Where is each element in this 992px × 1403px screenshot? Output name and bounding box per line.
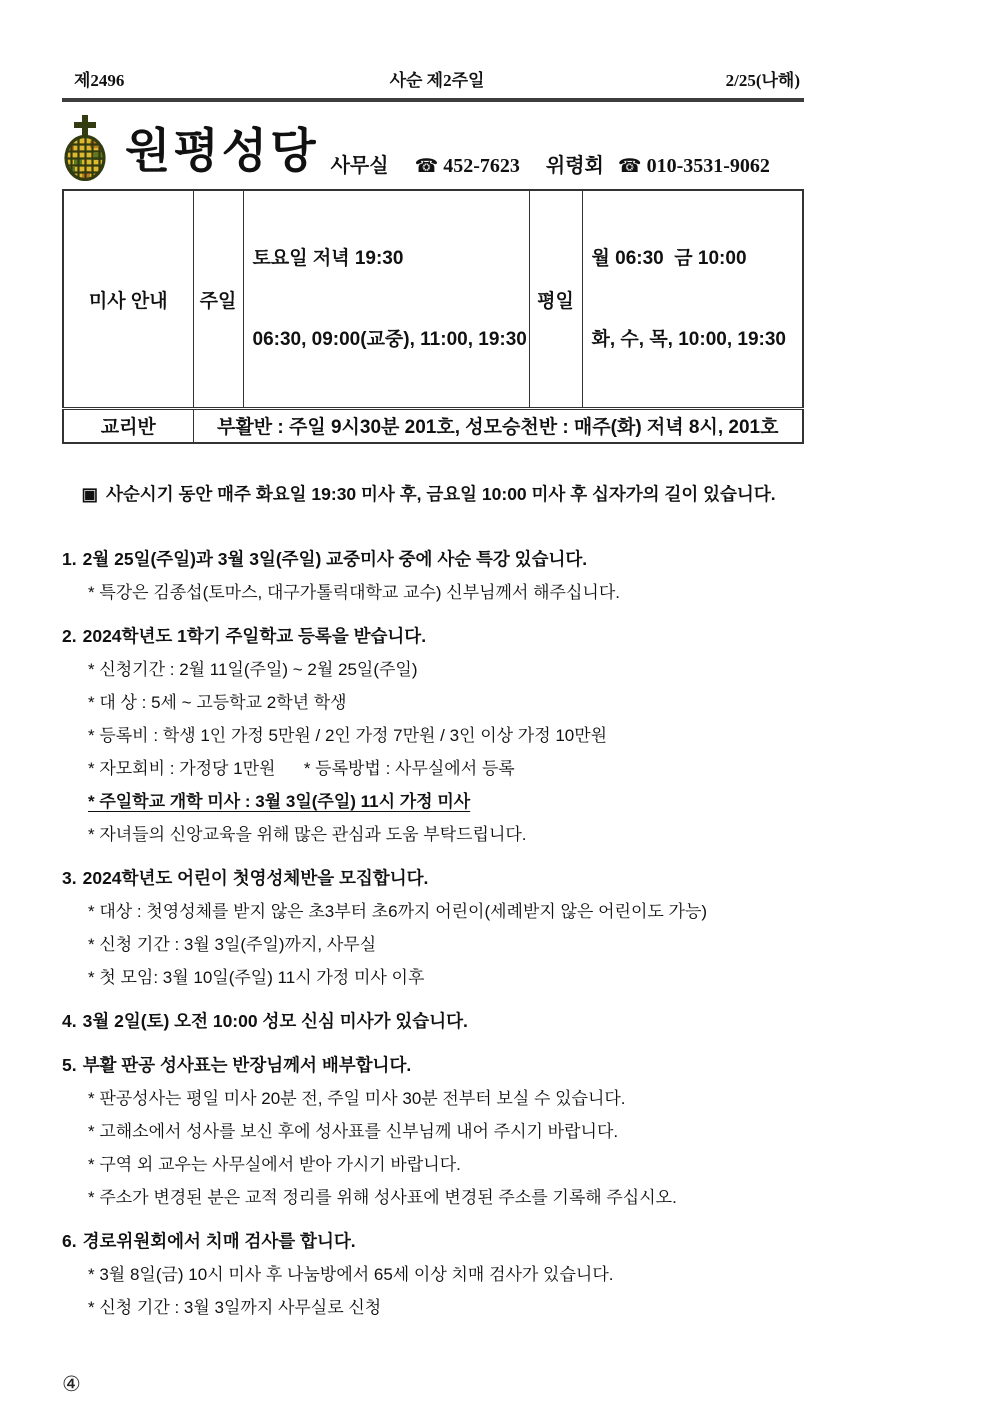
page-number: ④	[62, 1372, 81, 1396]
announcement-2-item-6: * 자녀들의 신앙교육을 위해 많은 관심과 도움 부탁드립니다.	[88, 824, 527, 844]
announcement-2-item-3: * 등록비 : 학생 1인 가정 5만원 / 2인 가정 7만원 / 3인 이상 가정 10만원	[88, 725, 608, 745]
lent-notice	[62, 463, 942, 526]
announcement-6	[62, 1231, 942, 1318]
bulletin-header	[62, 66, 804, 91]
weekday-mass-times	[582, 190, 803, 409]
sunday-mass-line1: 토요일 저녁 19:30	[252, 248, 404, 269]
announcement-5-item-1: * 판공성사는 평일 미사 20분 전, 주일 미사 30분 전부터 보실 수 있습니다.	[88, 1088, 626, 1108]
announcement-6-item-1: * 3월 8일(금) 10시 미사 후 나눔방에서 65세 이상 치매 검사가 있습니다.	[88, 1264, 614, 1284]
announcement-2-item-2: * 대 상 : 5세 ~ 고등학교 2학년 학생	[88, 692, 347, 712]
phone-icon: ☎	[414, 155, 439, 177]
announcement-6-title	[62, 1231, 942, 1252]
announcement-title-text: 2024학년도 1학기 주일학교 등록을 받습니다.	[82, 625, 427, 646]
announcement-4	[62, 1011, 942, 1032]
announcement-1-title	[62, 549, 942, 570]
announcement-5-item-3: * 구역 외 교우는 사무실에서 받아 가시기 바랍니다.	[88, 1154, 461, 1174]
catechism-label: 교리반	[63, 409, 193, 443]
catechism-info: 부활반 : 주일 9시30분 201호, 성모승천반 : 매주(화) 저녁 8시, 201호	[193, 409, 803, 443]
announcement-1	[62, 549, 942, 603]
announcement-5-title	[62, 1055, 942, 1076]
announcement-title-text: 경로위원회에서 치매 검사를 합니다.	[82, 1230, 356, 1251]
office-label: 사무실	[330, 155, 389, 177]
announcement-5-item-4: * 주소가 변경된 분은 교적 정리를 위해 성사표에 변경된 주소를 기록해 주십시오.	[88, 1187, 677, 1207]
weekday-mass-line1: 월 06:30 금 10:00	[591, 248, 747, 269]
announcement-number: 2.	[62, 625, 77, 646]
bulletin-title: 사순 제2주일	[389, 71, 485, 90]
announcement-3-item-2: * 신청 기간 : 3월 3일(주일)까지, 사무실	[88, 934, 377, 954]
announcement-3-item-1: * 대상 : 첫영성체를 받지 않은 초3부터 초6까지 어린이(세례받지 않은 어린이도 가능)	[88, 901, 708, 921]
announcement-number: 3.	[62, 867, 77, 888]
announcement-3-title	[62, 868, 942, 889]
announcement-4-title	[62, 1011, 942, 1032]
header-divider-rule	[62, 98, 804, 102]
bulletin-issue-number: 제2496	[74, 71, 125, 90]
church-name: 원평성당	[125, 124, 319, 177]
announcement-title-text: 2024학년도 어린이 첫영성체반을 모집합니다.	[82, 867, 429, 888]
announcement-title-text: 부활 판공 성사표는 반장님께서 배부합니다.	[82, 1054, 412, 1075]
square-bullet-icon: ▣	[81, 483, 98, 504]
announcement-5-item-2: * 고해소에서 성사를 보신 후에 성사표를 신부님께 내어 주시기 바랍니다.	[88, 1121, 619, 1141]
announcement-number: 6.	[62, 1230, 77, 1251]
announcement-6-item-2: * 신청 기간 : 3월 3일까지 사무실로 신청	[88, 1297, 382, 1317]
contact-info	[331, 154, 770, 181]
announcement-2	[62, 626, 942, 845]
memorial-society-label: 위령회	[545, 155, 604, 177]
bulletin-date: 2/25(나해)	[725, 71, 800, 90]
phone-icon: ☎	[617, 155, 642, 177]
announcement-2-item-1: * 신청기간 : 2월 11일(주일) ~ 2월 25일(주일)	[88, 659, 418, 679]
announcement-title-text: 2월 25일(주일)과 3월 3일(주일) 교중미사 중에 사순 특강 있습니다.	[82, 548, 588, 569]
sunday-label: 주일	[193, 190, 243, 409]
mass-schedule-table	[62, 189, 804, 444]
announcement-2-item-5-emphasized: * 주일학교 개학 미사 : 3월 3일(주일) 11시 가정 미사	[88, 791, 471, 811]
sunday-mass-times	[243, 190, 529, 409]
announcement-1-item-1: * 특강은 김종섭(토마스, 대구가톨릭대학교 교수) 신부님께서 해주십니다.	[88, 582, 620, 602]
lent-notice-text: 사순시기 동안 매주 화요일 19:30 미사 후, 금요일 10:00 미사 후 십자가의 길이 있습니다.	[106, 483, 776, 504]
weekday-label: 평일	[529, 190, 582, 409]
announcement-number: 1.	[62, 548, 77, 569]
announcement-2-item-4: * 자모회비 : 가정당 1만원 * 등록방법 : 사무실에서 등록	[88, 758, 515, 778]
announcement-3-item-3: * 첫 모임: 3월 10일(주일) 11시 가정 미사 이후	[88, 967, 425, 987]
weekday-mass-line2: 화, 수, 목, 10:00, 19:30	[591, 329, 786, 350]
sunday-mass-line2: 06:30, 09:00(교중), 11:00, 19:30	[252, 329, 527, 350]
announcement-number: 5.	[62, 1054, 77, 1075]
mass-info-label: 미사 안내	[63, 190, 193, 409]
announcement-5	[62, 1055, 942, 1208]
globe-icon	[64, 136, 106, 180]
announcement-3	[62, 868, 942, 988]
announcement-2-title	[62, 626, 942, 647]
masthead	[62, 115, 804, 181]
announcement-title-text: 3월 2일(토) 오전 10:00 성모 신심 미사가 있습니다.	[82, 1010, 468, 1031]
memorial-society-phone: 010-3531-9062	[646, 155, 770, 177]
office-phone: 452-7623	[443, 155, 520, 177]
church-logo-icon	[62, 115, 109, 181]
announcement-number: 4.	[62, 1010, 77, 1031]
